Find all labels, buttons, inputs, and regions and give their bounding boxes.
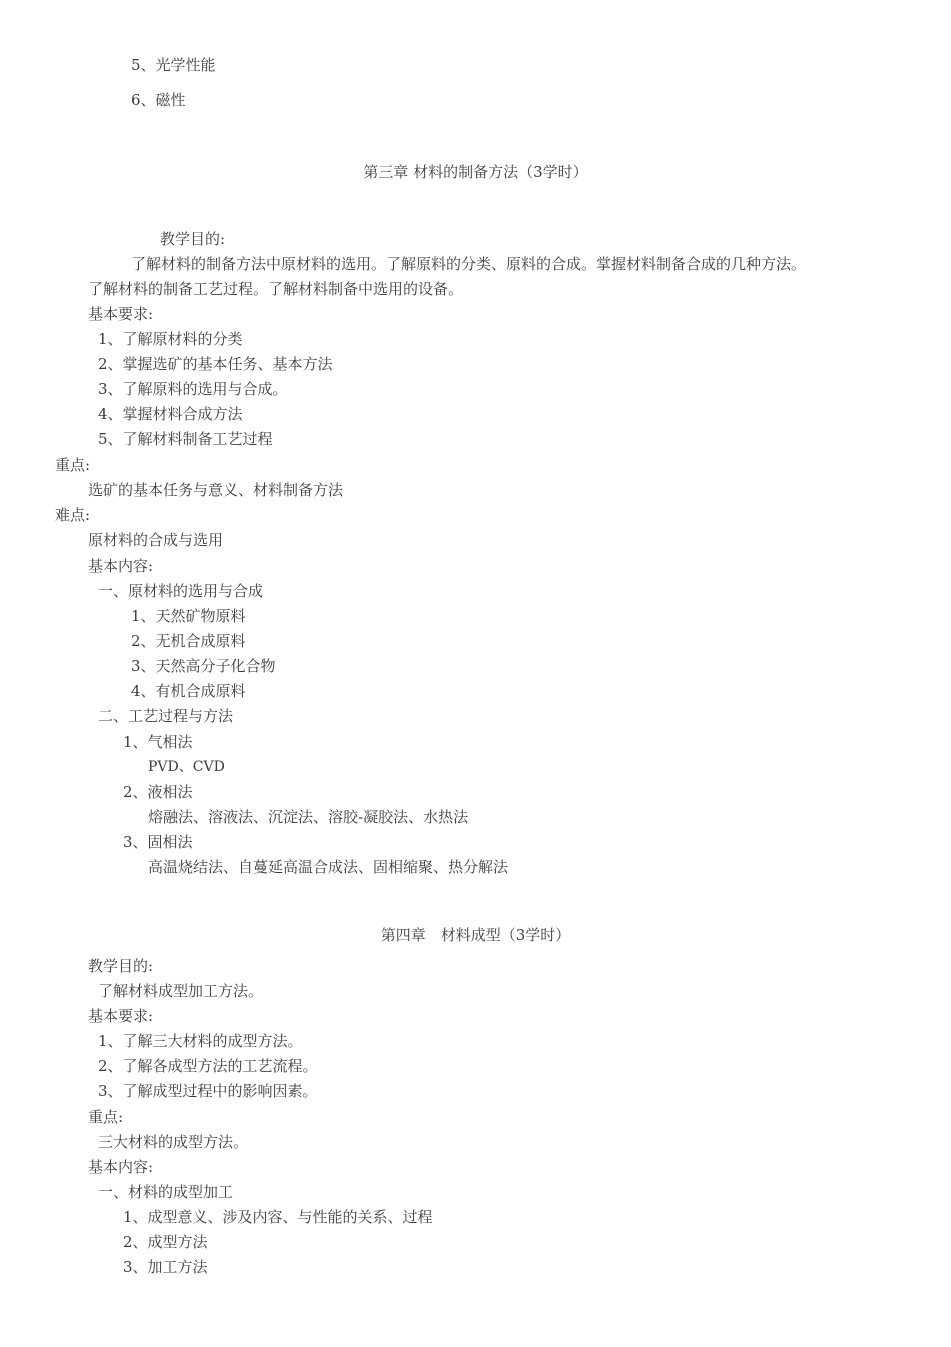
chapter4-title: 第四章 材料成型（3学时） xyxy=(380,926,571,944)
list-item: 1、气相法 xyxy=(123,733,193,751)
chapter3-section1-title: 一、原材料的选用与合成 xyxy=(98,582,264,600)
list-item: 1、了解原材料的分类 xyxy=(98,330,243,348)
chapter4-objective-label: 教学目的: xyxy=(88,957,154,975)
chapter3-section2-title: 二、工艺过程与方法 xyxy=(98,707,234,725)
chapter4-content-label: 基本内容: xyxy=(88,1158,154,1176)
list-item: 3、天然高分子化合物 xyxy=(131,657,276,675)
chapter4-requirements-label: 基本要求: xyxy=(88,1007,154,1025)
list-item: 1、了解三大材料的成型方法。 xyxy=(98,1032,303,1050)
list-item: 2、无机合成原料 xyxy=(131,632,246,650)
list-item-detail: 熔融法、溶液法、沉淀法、溶胶-凝胶法、水热法 xyxy=(148,808,469,826)
chapter4-section1-title: 一、材料的成型加工 xyxy=(98,1183,234,1201)
list-item-detail: PVD、CVD xyxy=(148,759,225,775)
chapter4-key-text: 三大材料的成型方法。 xyxy=(98,1133,249,1151)
list-item-detail: 高温烧结法、自蔓延高温合成法、固相缩聚、热分解法 xyxy=(148,858,509,876)
chapter3-objective-line2: 了解材料的制备工艺过程。了解材料制备中选用的设备。 xyxy=(88,280,464,298)
chapter3-key-text: 选矿的基本任务与意义、材料制备方法 xyxy=(88,481,344,499)
list-item: 1、天然矿物原料 xyxy=(131,607,246,625)
list-item: 5、光学性能 xyxy=(131,56,216,74)
list-item: 3、加工方法 xyxy=(123,1258,208,1276)
list-item: 2、液相法 xyxy=(123,783,193,801)
chapter3-objective-line1: 了解材料的制备方法中原材料的选用。了解原料的分类、原料的合成。掌握材料制备合成的几种方法。 xyxy=(131,255,807,273)
chapter4-objective-text: 了解材料成型加工方法。 xyxy=(98,982,264,1000)
list-item: 3、了解原料的选用与合成。 xyxy=(98,380,288,398)
list-item: 2、掌握选矿的基本任务、基本方法 xyxy=(98,355,333,373)
list-item: 5、了解材料制备工艺过程 xyxy=(98,430,273,448)
list-item: 2、了解各成型方法的工艺流程。 xyxy=(98,1057,318,1075)
list-item: 2、成型方法 xyxy=(123,1233,208,1251)
chapter3-title: 第三章 材料的制备方法（3学时） xyxy=(363,163,588,181)
list-item: 4、掌握材料合成方法 xyxy=(98,405,243,423)
list-item: 1、成型意义、涉及内容、与性能的关系、过程 xyxy=(123,1208,433,1226)
chapter3-objective-label: 教学目的: xyxy=(160,230,226,248)
list-item: 3、了解成型过程中的影响因素。 xyxy=(98,1082,318,1100)
chapter3-requirements-label: 基本要求: xyxy=(88,305,154,323)
chapter3-content-label: 基本内容: xyxy=(88,557,154,575)
list-item: 4、有机合成原料 xyxy=(131,682,246,700)
chapter3-difficulty-text: 原材料的合成与选用 xyxy=(88,531,224,549)
list-item: 6、磁性 xyxy=(131,91,186,109)
chapter3-key-label: 重点: xyxy=(55,456,91,474)
chapter3-difficulty-label: 难点: xyxy=(55,506,91,524)
list-item: 3、固相法 xyxy=(123,833,193,851)
chapter4-key-label: 重点: xyxy=(88,1108,124,1126)
